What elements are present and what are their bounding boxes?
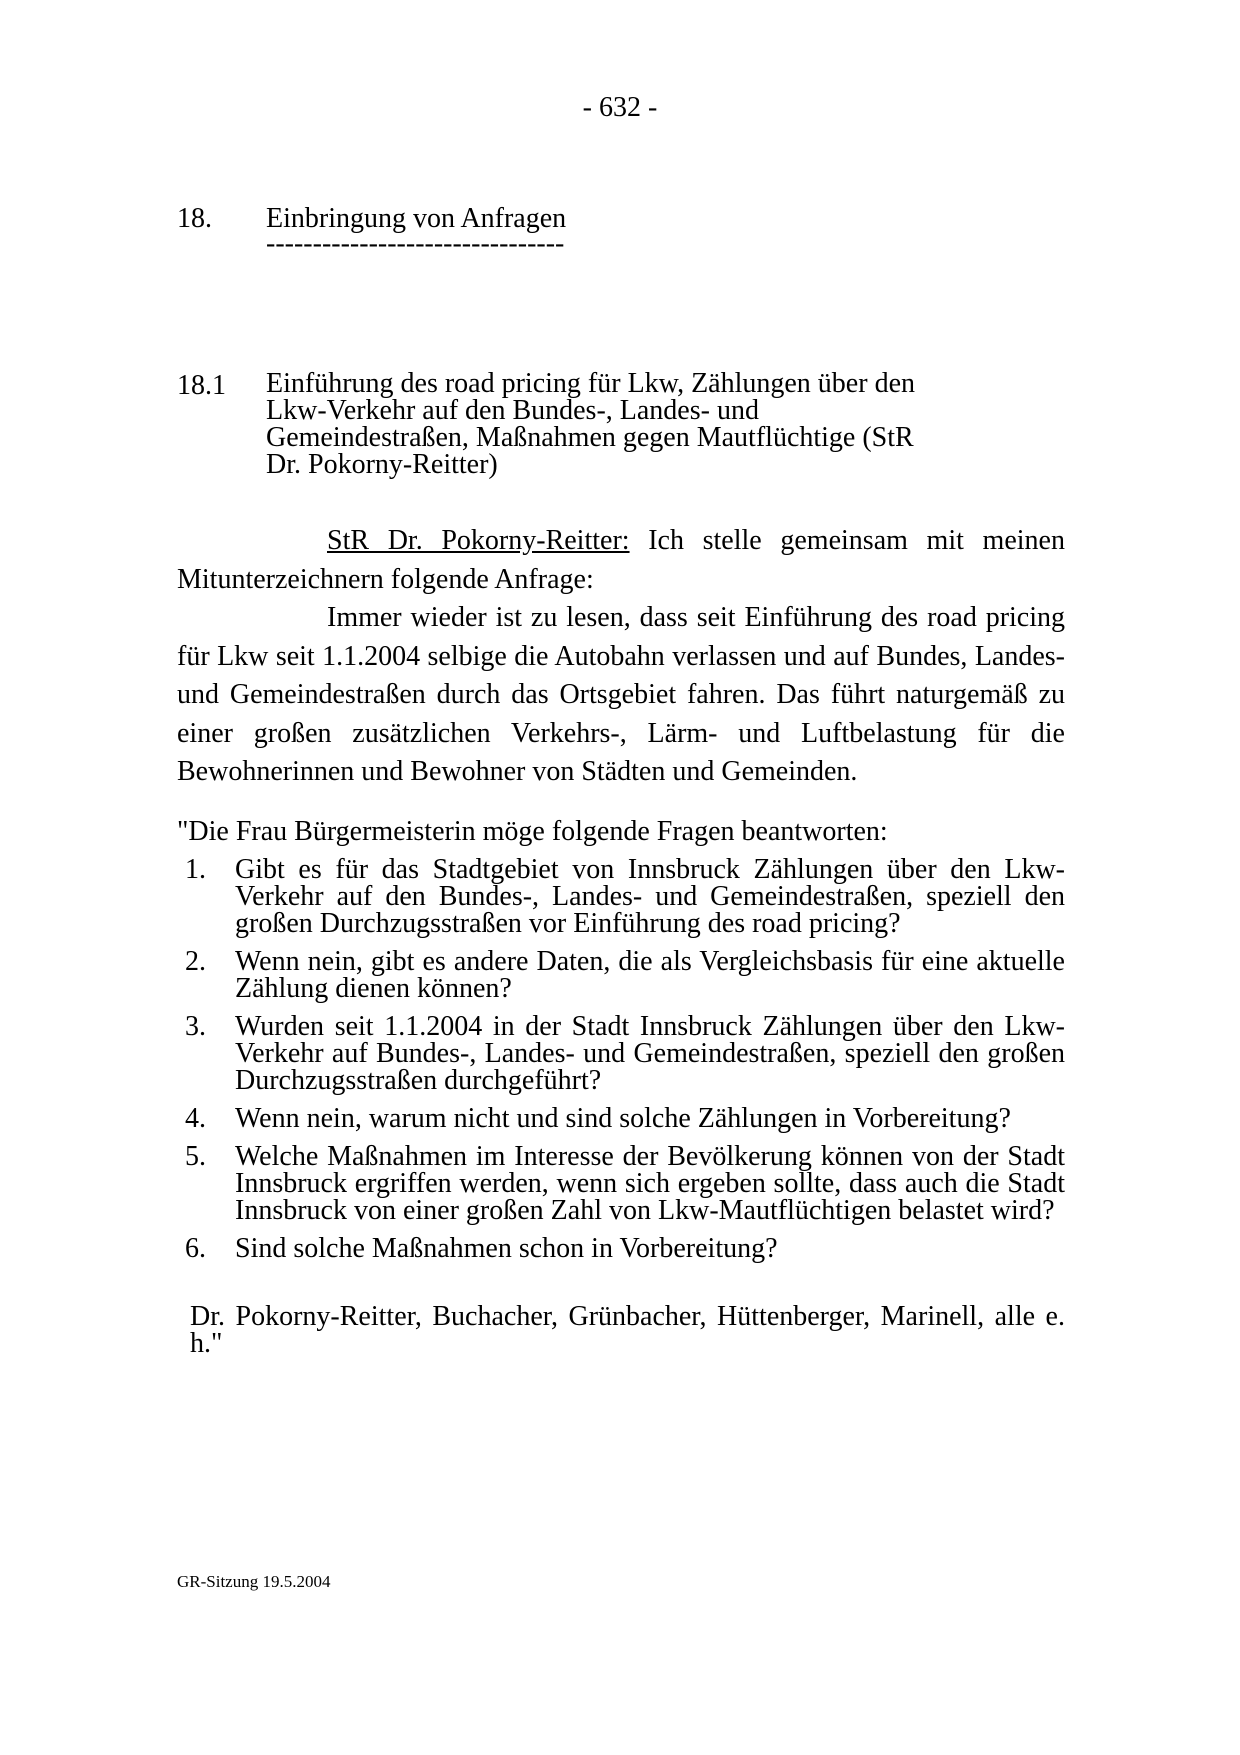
- question-text: Wurden seit 1.1.2004 in der Stadt Innsbruck Zählungen über den Lkw-Verkehr auf Bundes-, Landes- und Gemeindestraßen, speziell den großen Durchzugsstraßen durchgeführt?: [235, 1011, 1065, 1096]
- question-list: [185, 856, 1065, 1273]
- question-number: 6.: [185, 1233, 206, 1264]
- question-text: Wenn nein, warum nicht und sind solche Zählungen in Vorbereitung?: [235, 1103, 1011, 1134]
- question-number: 3.: [185, 1011, 206, 1042]
- question-number: 4.: [185, 1103, 206, 1134]
- page-number: - 632 -: [582, 92, 658, 123]
- body-paragraph: Immer wieder ist zu lesen, dass seit Einführung des road pricing für Lkw seit 1.1.2004 selbige die Autobahn verlassen und auf Bundes, Landes- und Gemeindestraßen durch das Ortsgebiet fahren. Das führt naturgemäß zu einer großen zusätzlichen Verkehrs-, Lärm- und Luftbelastung für die Bewohnerinnen und Bewohner von Städten und Gemeinden.: [177, 602, 1065, 787]
- signers: Dr. Pokorny-Reitter, Buchacher, Grünbacher, Hüttenberger, Marinell, alle e. h.": [190, 1301, 1065, 1359]
- question-number: 1.: [185, 854, 206, 885]
- question-item: [185, 856, 1065, 937]
- speaker-name: StR Dr. Pokorny-Reitter:: [327, 525, 630, 556]
- question-item: [185, 1013, 1065, 1094]
- question-item: [185, 1143, 1065, 1224]
- intro-paragraph: [177, 522, 1065, 599]
- question-intro: "Die Frau Bürgermeisterin möge folgende Fragen beantworten:: [177, 816, 888, 847]
- section-number: 18.: [177, 203, 212, 234]
- subsection-title: Einführung des road pricing für Lkw, Zählungen über den Lkw-Verkehr auf den Bundes-, Landes- und Gemeindestraßen, Maßnahmen gegen Mautflüchtige (StR Dr. Pokorny-Reitter): [266, 368, 915, 480]
- footer: GR-Sitzung 19.5.2004: [177, 1572, 331, 1591]
- question-text: Sind solche Maßnahmen schon in Vorbereitung?: [235, 1233, 778, 1264]
- section-title: Einbringung von Anfragen: [266, 203, 567, 234]
- question-number: 5.: [185, 1141, 206, 1172]
- question-item: [185, 1235, 1065, 1262]
- question-text: Gibt es für das Stadtgebiet von Innsbruck Zählungen über den Lkw-Verkehr auf den Bundes-, Landes- und Gemeindestraßen, speziell den großen Durchzugsstraßen vor Einführung des road pricing?: [235, 854, 1065, 939]
- question-text: Welche Maßnahmen im Interesse der Bevölkerung können von der Stadt Innsbruck ergriffen werden, wenn sich ergeben sollte, dass auch die Stadt Innsbruck von einer großen Zahl von Lkw-Mautflüchtigen belastet wird?: [235, 1141, 1065, 1226]
- question-item: [185, 948, 1065, 1002]
- section-title-underline: --------------------------------: [266, 228, 565, 259]
- subsection-number: 18.1: [177, 370, 226, 401]
- question-item: [185, 1105, 1065, 1132]
- question-number: 2.: [185, 946, 206, 977]
- question-text: Wenn nein, gibt es andere Daten, die als Vergleichsbasis für eine aktuelle Zählung dienen können?: [235, 946, 1065, 1004]
- intro-text: Ich stelle gemeinsam mit meinen Mitunterzeichnern folgende Anfrage:: [177, 525, 1065, 595]
